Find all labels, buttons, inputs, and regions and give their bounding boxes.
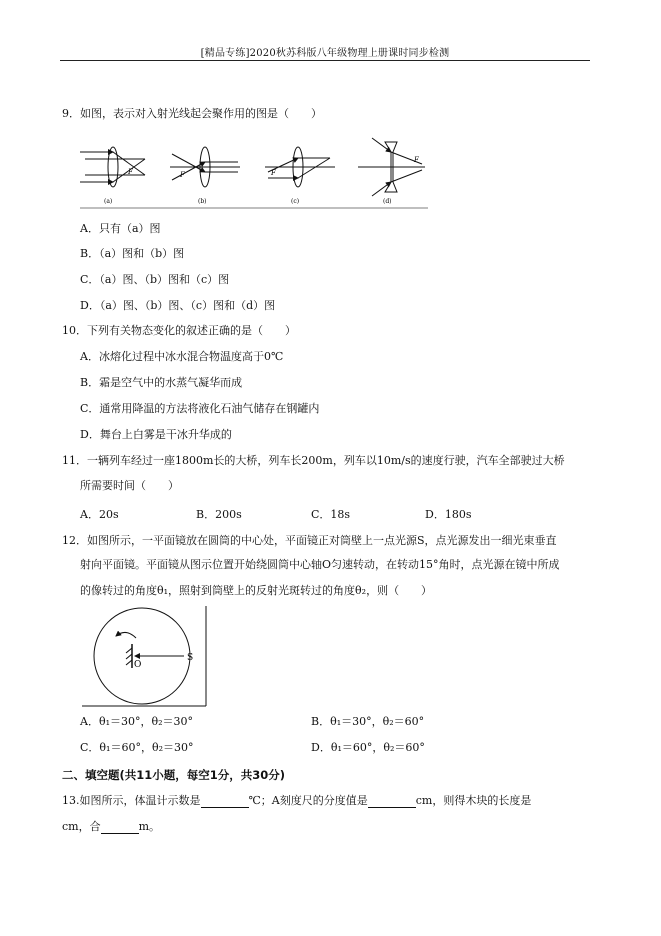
q10-option-b: B．霜是空气中的水蒸气凝华而成 [80,376,243,389]
section-fill-in-title: 二、填空题(共11小题，每空1分，共30分) [62,768,286,782]
q13-text-5: m。 [138,820,161,833]
q10-option-c: C．通常用降温的方法将液化石油气储存在钢罐内 [80,402,320,415]
q11-stem-line2: 所需要时间（ ） [80,479,179,492]
q10-stem: 10．下列有关物态变化的叙述正确的是（ ） [62,324,296,337]
q11-option-a: A．20s [80,508,119,521]
q9-panel-c [265,147,335,187]
q12-stem-line3: 的像转过的角度θ₁，照射到筒壁上的反射光斑转过的角度θ₂，则（ ） [80,584,433,597]
q9-focus-b: F [180,171,185,179]
q9-label-d: (d) [383,198,392,205]
q9-stem: 9．如图，表示对入射光线起会聚作用的图是（ ） [62,107,322,120]
q9-option-d: D．（a）图、（b）图、（c）图和（d）图 [80,299,276,312]
q9-label-b: (b) [198,198,207,205]
header-rule [60,60,590,61]
q9-panel-d [358,138,425,196]
q12-option-d: D．θ₁＝60°，θ₂＝60° [311,741,425,754]
q12-label-s: S [187,653,194,663]
q13-text-2: ℃；A刻度尺的分度值是 [248,794,368,807]
q12-option-a: A．θ₁＝30°，θ₂＝30° [80,715,194,728]
q12-cylinder-figure [80,604,212,708]
q9-option-c: C．（a）图、（b）图和（c）图 [80,273,230,286]
q10-option-a: A．冰熔化过程中冰水混合物温度高于0℃ [80,350,284,363]
q13-blank-division[interactable] [368,795,416,808]
q13-line2 [62,819,160,834]
q9-focus-a: F [128,168,133,176]
q9-lens-figure [80,130,430,210]
q12-stem-line2: 射向平面镜。平面镜从图示位置开始绕圆筒中心轴O匀速转动，在转动15°角时，点光源在镜中所成 [80,558,560,571]
q13-text-1: 13.如图所示，体温计示数是 [62,794,201,807]
q9-option-a: A．只有（a）图 [80,222,161,235]
q13-line1 [62,793,531,808]
q13-blank-meters[interactable] [101,821,139,834]
q9-focus-c: F [271,169,276,177]
q12-option-c: C．θ₁＝60°，θ₂＝30° [80,741,194,754]
q11-option-d: D．180s [425,508,472,521]
q9-panel-a [80,147,145,187]
q12-label-o: O [134,660,142,670]
q13-text-3: cm，则得木块的长度是 [415,794,532,807]
q13-text-4: cm，合 [62,820,101,833]
q9-label-a: (a) [104,198,113,205]
page-header: [精品专练]2020秋苏科版八年级物理上册课时同步检测 [200,48,450,59]
q9-focus-d: F [414,156,419,164]
q10-option-d: D．舞台上白雾是干冰升华成的 [80,428,232,441]
q12-option-b: B．θ₁＝30°，θ₂＝60° [311,715,425,728]
q9-label-c: (c) [291,198,300,205]
q11-option-c: C．18s [311,508,351,521]
q9-option-b: B．（a）图和（b）图 [80,247,185,260]
q12-stem-line1: 12．如图所示，一平面镜放在圆筒的中心处，平面镜正对筒壁上一点光源S，点光源发出一细光束垂直 [62,534,557,547]
q11-stem-line1: 11．一辆列车经过一座1800m长的大桥，列车长200m，列车以10m/s的速度行驶，汽车全部驶过大桥 [62,454,565,467]
q9-panel-b [170,147,240,187]
q11-option-b: B．200s [196,508,242,521]
q13-blank-temperature[interactable] [201,795,249,808]
